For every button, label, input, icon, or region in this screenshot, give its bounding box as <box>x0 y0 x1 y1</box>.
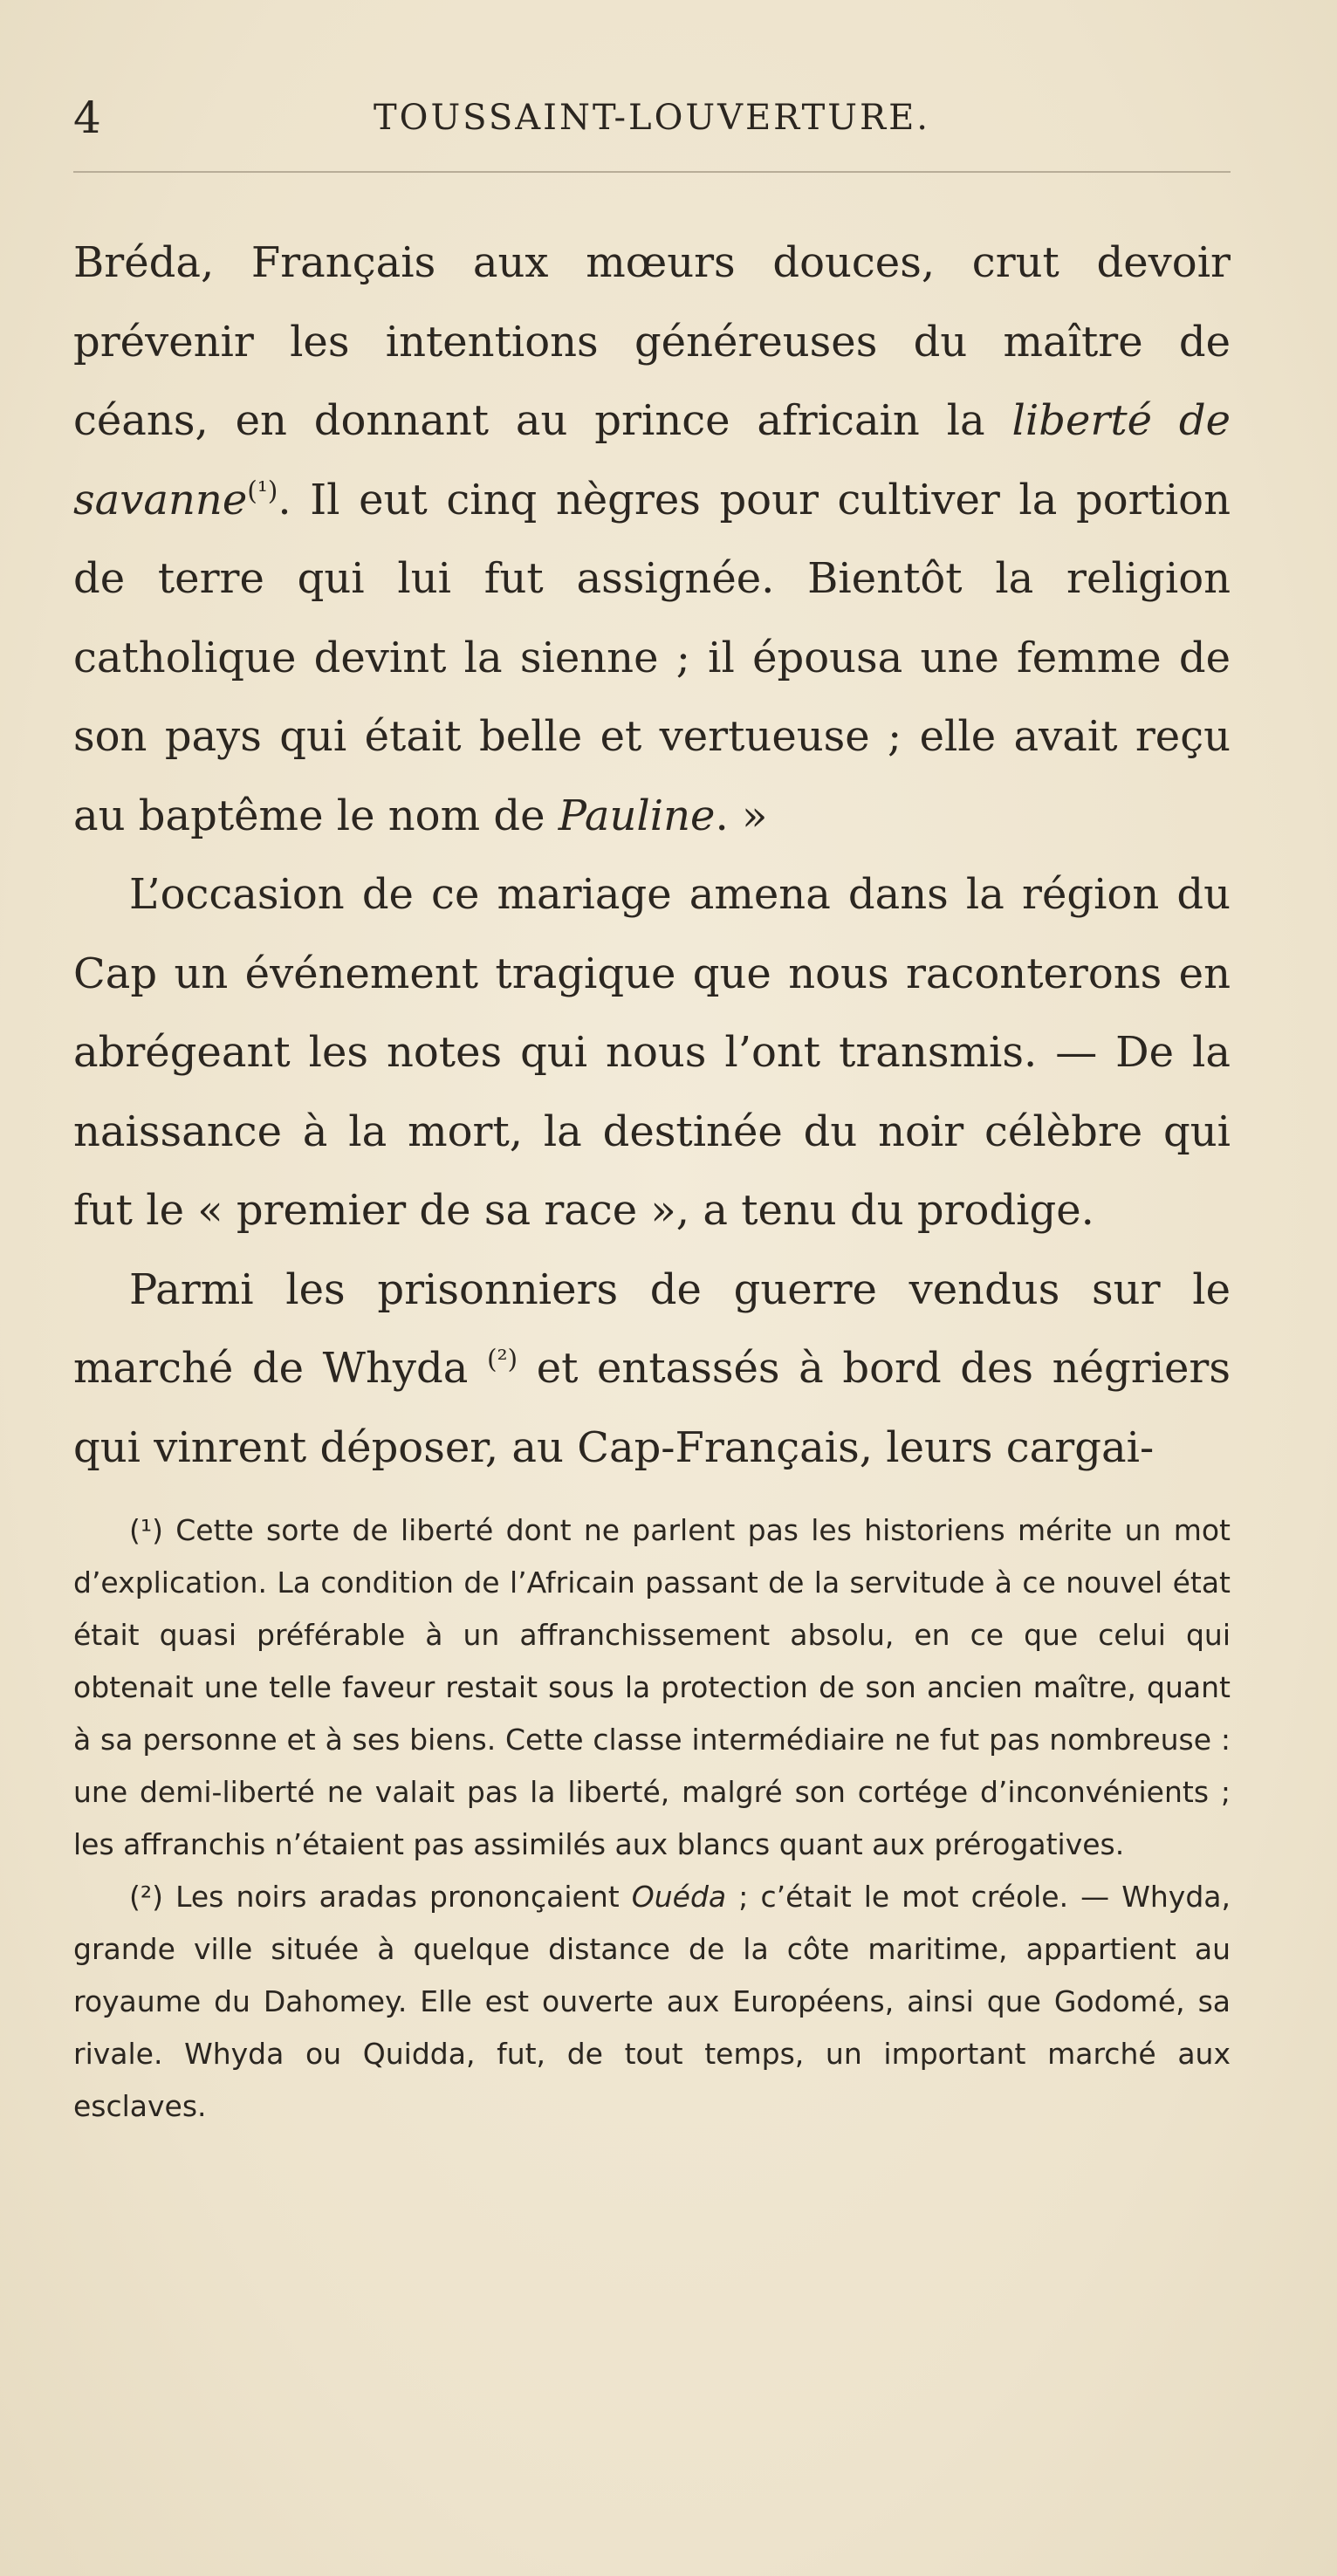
text-run: Bréda, Français aux mœurs douces, crut devoir prévenir les intentions généreuses du maître de céans, en donnant au prince africain la <box>73 238 1231 445</box>
running-title: TOUSSAINT-LOUVERTURE. <box>374 98 930 138</box>
footnote-text: Cette sorte de liberté dont ne parlent pas les historiens mérite un mot d’explication. La condition de l’Africain passant de la servitude à ce nouvel état était quasi préférable à un affranchissement absolu, en ce que celui qui obtenait une telle faveur restait sous la protection de son ancien maître, quant à sa personne et à ses biens. Cette classe intermédiaire ne fut pas nombreuse : une demi-liberté ne valait pas la liberté, malgré son cortége d’inconvénients ; les affranchis n’étaient pas assimilés aux blancs quant aux prérogatives. <box>73 1513 1231 1861</box>
text-run: . » <box>715 791 768 840</box>
text-run: . Il eut cinq nègres pour cultiver la portion de terre qui lui fut assignée. Bientôt la religion catholique devint la sienne ; il épousa une femme de son pays qui était belle et vertueuse ; elle avait reçu au baptême le nom de <box>73 475 1231 840</box>
header-rule <box>73 171 1231 173</box>
italic-text: liberté de savanne <box>73 396 1231 524</box>
paragraph <box>73 1250 1231 1488</box>
footnote-ref: (²) <box>486 1344 518 1375</box>
paragraph <box>73 223 1231 855</box>
italic-text: Pauline <box>558 791 716 840</box>
footnote-ref: (¹) <box>247 476 278 507</box>
body-text <box>73 223 1231 1487</box>
italic-text: Ouéda <box>631 1880 727 1914</box>
footnote-2 <box>73 1871 1231 2133</box>
text-run: et entassés à bord des négriers qui vinrent déposer, au Cap-Français, leurs cargai- <box>73 1344 1231 1472</box>
footnotes <box>73 1504 1231 2133</box>
footnote-text: ; c’était le mot créole. — Whyda, grande ville située à quelque distance de la côte maritime, appartient au royaume du Dahomey. Elle est ouverte aux Européens, ainsi que Godomé, sa rivale. Whyda ou Quidda, fut, de tout temps, un important marché aux esclaves. <box>73 1880 1231 2123</box>
footnote-marker: (¹) <box>129 1513 163 1547</box>
page-header <box>73 87 1231 148</box>
footnote-1 <box>73 1504 1231 1871</box>
text-run: Parmi les prisonniers de guerre vendus sur le marché de Whyda <box>73 1264 1231 1393</box>
paragraph: L’occasion de ce mariage amena dans la région du Cap un événement tragique que nous raconterons en abrégeant les notes qui nous l’ont transmis. — De la naissance à la mort, la destinée du noir célèbre qui fut le « premier de sa race », a tenu du prodige. <box>73 870 1231 1235</box>
footnote-marker: (²) <box>129 1880 163 1914</box>
footnote-text: Les noirs aradas prononçaient <box>162 1880 632 1914</box>
page-number: 4 <box>73 92 101 143</box>
